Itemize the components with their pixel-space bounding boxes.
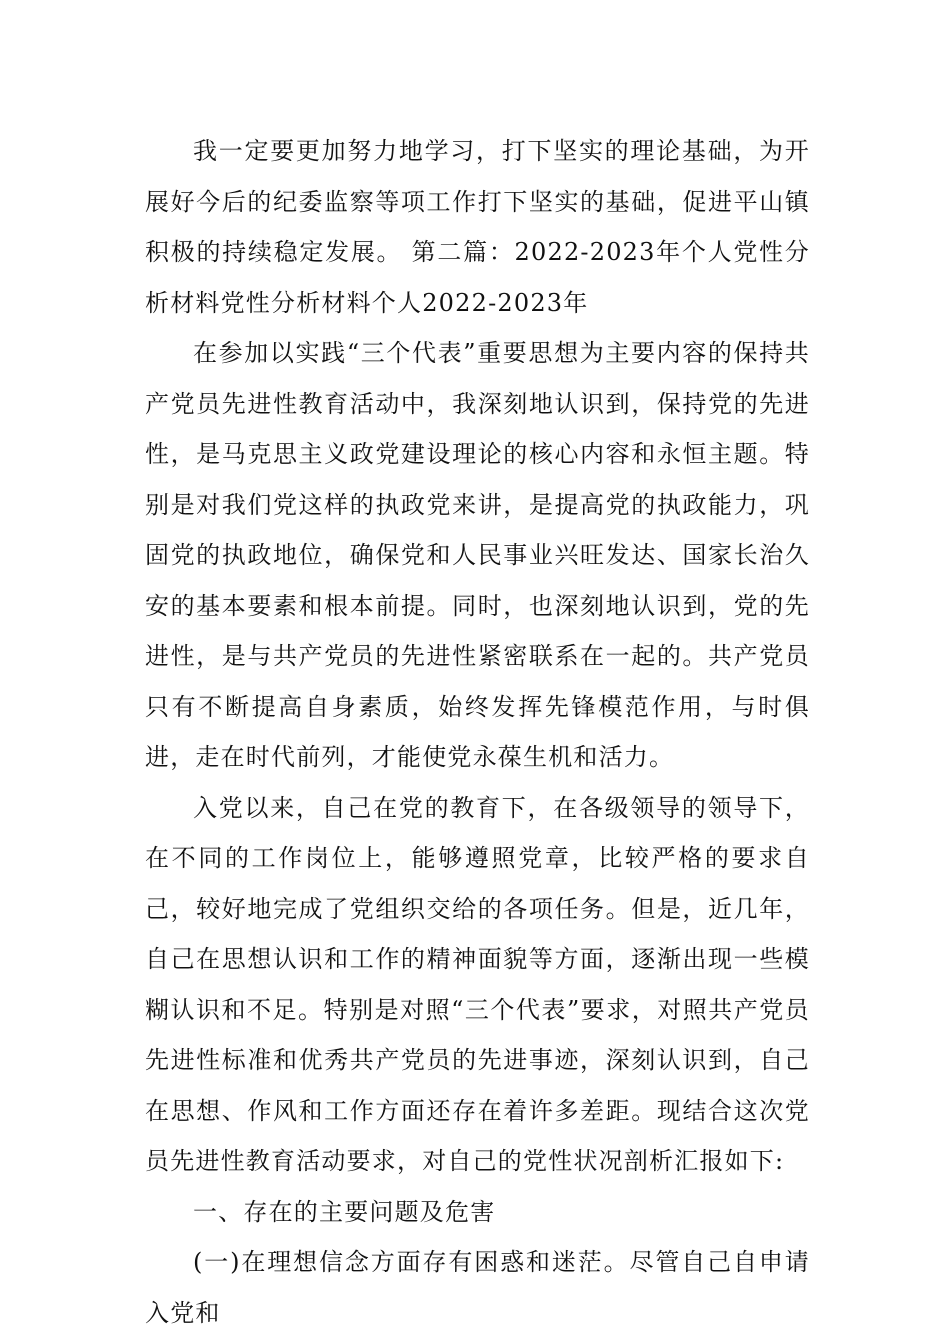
section-heading: 一、存在的主要问题及危害 <box>193 1197 496 1226</box>
document-body <box>145 126 810 1338</box>
paragraph: 在参加以实践“三个代表”重要思想为主要内容的保持共产党员先进性教育活动中，我深刻地认识到，保持党的先进性，是马克思主义政党建设理论的核心内容和永恒主题。特别是对我们党这样的执政党来讲，是提高党的执政能力，巩固党的执政地位，确保党和人民事业兴旺发达、国家长治久安的基本要素和根本前提。同时，也深刻地认识到，党的先进性，是与共产党员的先进性紧密联系在一起的。共产党员只有不断提高自身素质，始终发挥先锋模范作用，与时俱进，走在时代前列，才能使党永葆生机和活力。 <box>145 339 810 771</box>
paragraph: (一)在理想信念方面存有困惑和迷茫。尽管自己自申请入党和 <box>145 1248 810 1327</box>
paragraph: 我一定要更加努力地学习，打下坚实的理论基础，为开展好今后的纪委监察等项工作打下坚实的基础，促进平山镇积极的持续稳定发展。 第二篇：2022-2023年个人党性分析材料党性分析材料个人2022-2023年 <box>145 137 810 317</box>
paragraph: 入党以来，自己在党的教育下，在各级领导的领导下，在不同的工作岗位上，能够遵照党章，比较严格的要求自己，较好地完成了党组织交给的各项任务。但是，近几年，自己在思想认识和工作的精神面貌等方面，逐渐出现一些模糊认识和不足。特别是对照“三个代表”要求，对照共产党员先进性标准和优秀共产党员的先进事迹，深刻认识到，自己在思想、作风和工作方面还存在着许多差距。现结合这次党员先进性教育活动要求，对自己的党性状况剖析汇报如下: <box>145 793 810 1175</box>
